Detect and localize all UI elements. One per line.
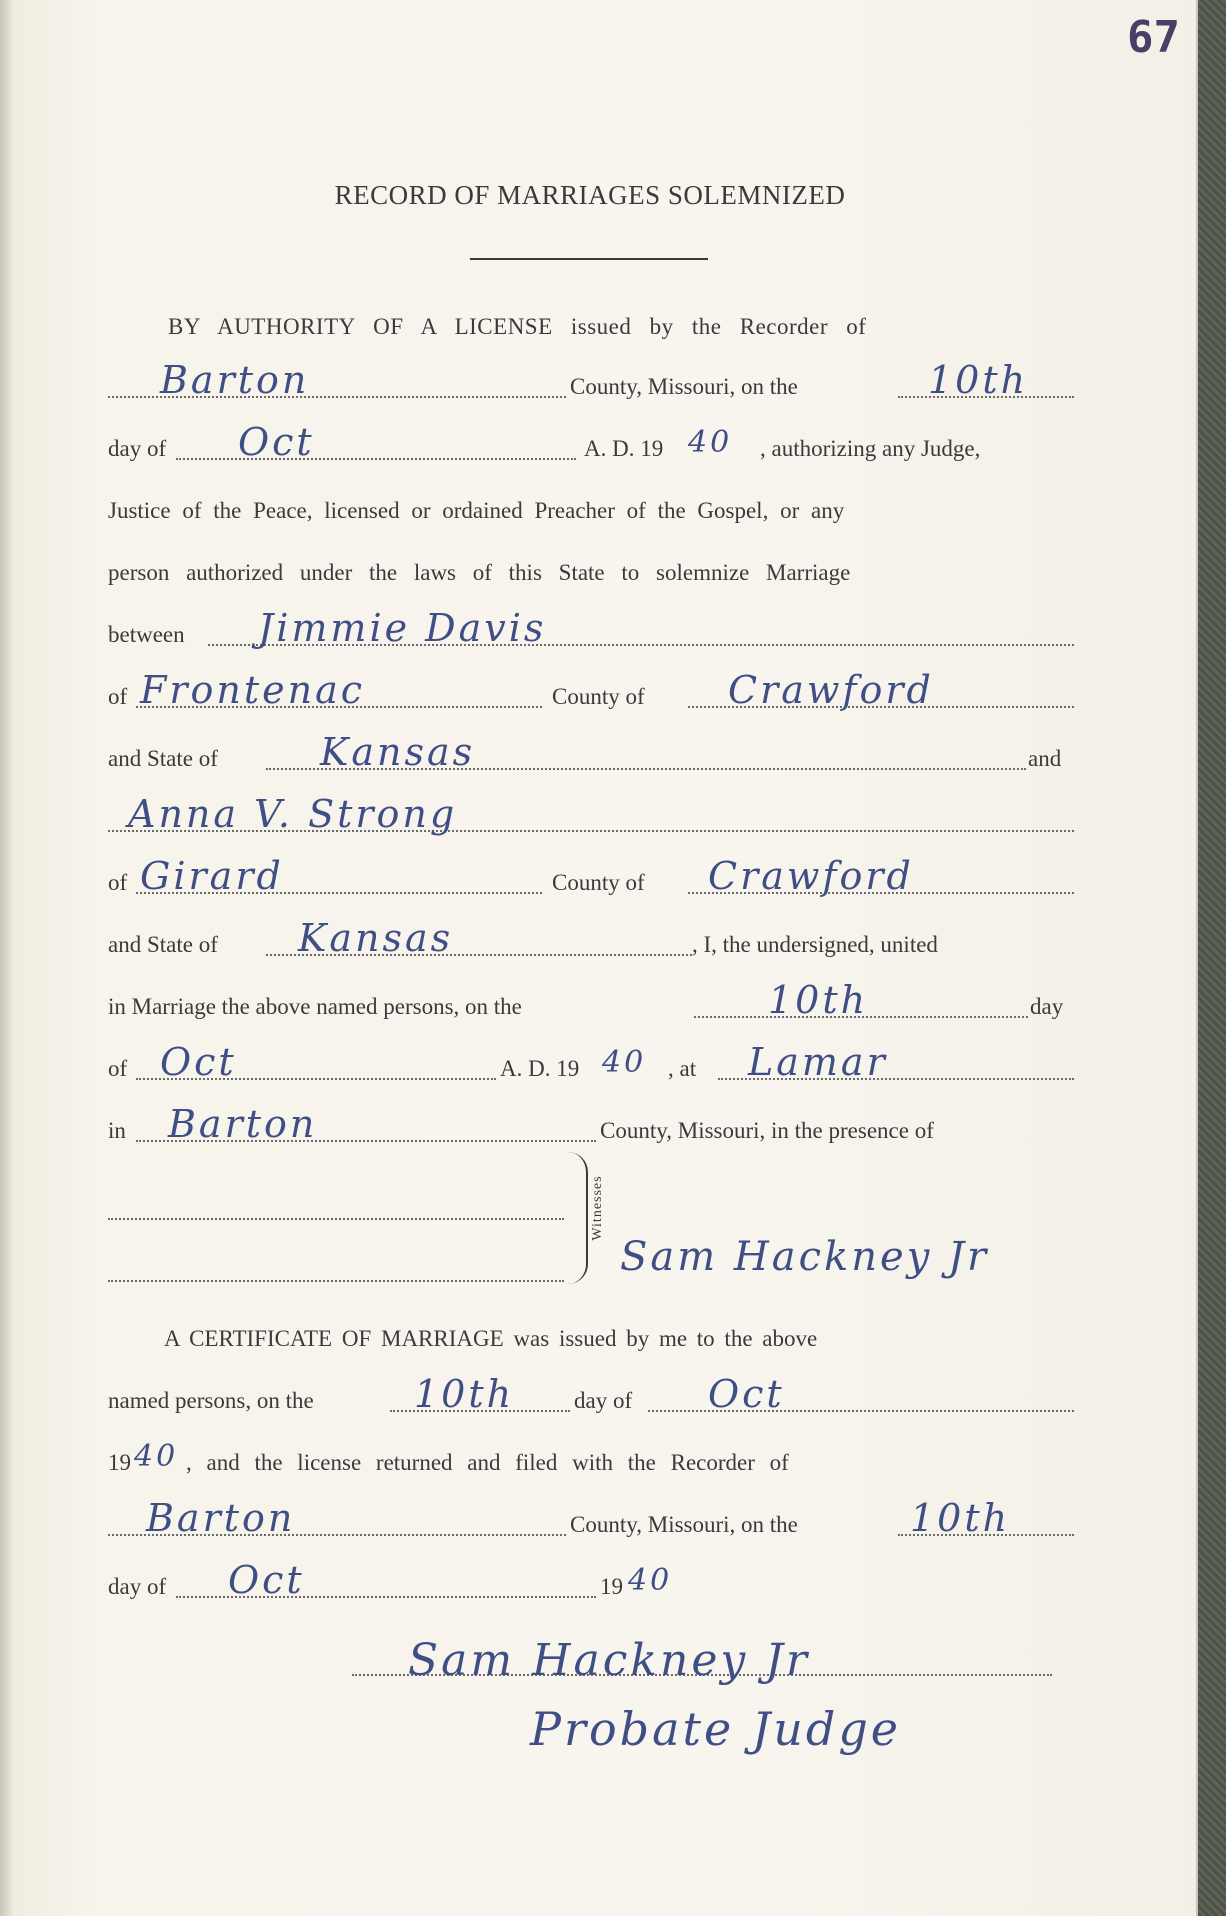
county-missouri-text: County, Missouri, on the	[570, 374, 798, 399]
and-text: and	[1028, 746, 1062, 771]
named-persons-text: named persons, on the	[108, 1388, 314, 1413]
groom-name-handwritten: Jimmie Davis	[258, 606, 547, 650]
of-text: of	[108, 1056, 128, 1081]
groom-state-handwritten: Kansas	[320, 730, 476, 774]
in-text: in	[108, 1118, 126, 1143]
day-of-text: day of	[108, 1574, 167, 1599]
witness-line-1	[108, 1218, 564, 1220]
line-groom-residence	[108, 666, 1074, 716]
filed-month-handwritten: Oct	[228, 1558, 305, 1602]
bride-county-handwritten: Crawford	[708, 854, 914, 898]
filed-county-handwritten: Barton	[146, 1496, 296, 1540]
cert-year-handwritten: 40	[134, 1439, 179, 1474]
county-of-text: County of	[552, 684, 645, 709]
line-marriage-day	[108, 976, 1074, 1026]
at-text: , at	[668, 1056, 697, 1081]
judge-title-row	[520, 1680, 1080, 1760]
license-day-handwritten: 10th	[928, 358, 1029, 402]
bride-state-handwritten: Kansas	[298, 916, 454, 960]
line-bride-state	[108, 914, 1074, 964]
license-county-handwritten: Barton	[160, 358, 310, 402]
line-marriage-county	[108, 1100, 1074, 1150]
page-left-edge	[0, 0, 14, 1916]
line-cert-date	[108, 1370, 1074, 1420]
title-divider	[470, 258, 708, 260]
line-bride	[108, 790, 1074, 840]
marriage-year-handwritten: 40	[602, 1045, 647, 1080]
witnesses-label: Witnesses	[590, 1175, 605, 1241]
in-marriage-text: in Marriage the above named persons, on the	[108, 994, 522, 1019]
filed-year-handwritten: 40	[628, 1563, 673, 1598]
line-recorder-county	[108, 356, 1074, 406]
line-certificate	[108, 1308, 1074, 1358]
witness-brace	[566, 1152, 588, 1284]
cert-day-handwritten: 10th	[414, 1372, 515, 1416]
line-marriage-date-place	[108, 1038, 1074, 1088]
filed-day-handwritten: 10th	[910, 1496, 1011, 1540]
line-filed-date	[108, 1556, 1074, 1606]
license-month-handwritten: Oct	[238, 420, 315, 464]
line-between	[108, 604, 1074, 654]
line-cert-year	[108, 1432, 1074, 1482]
between-text: between	[108, 622, 185, 647]
officiant-signature-row	[600, 1224, 1160, 1284]
county-of-text: County of	[552, 870, 645, 895]
line-filed-county	[108, 1494, 1074, 1544]
and-state-of-text: and State of	[108, 746, 218, 771]
license-returned-text: , and the license returned and filed with the Recorder of	[186, 1450, 789, 1475]
cert-month-handwritten: Oct	[708, 1372, 785, 1416]
marriage-month-handwritten: Oct	[160, 1040, 237, 1084]
authority-intro: BY AUTHORITY OF A LICENSE issued by the Recorder of	[168, 314, 867, 339]
presence-text: County, Missouri, in the presence of	[600, 1118, 934, 1143]
ad-text: A. D. 19	[584, 436, 664, 461]
officiant-signature: Sam Hackney Jr	[620, 1234, 990, 1280]
judge-title: Probate Judge	[530, 1702, 902, 1756]
judge-signature-row	[352, 1614, 1072, 1690]
justice-text: Justice of the Peace, licensed or ordained Preacher of the Gospel, or any	[108, 498, 845, 523]
marriage-day-handwritten: 10th	[768, 978, 869, 1022]
authorizing-text: , authorizing any Judge,	[760, 436, 981, 461]
marriage-place-handwritten: Lamar	[748, 1040, 888, 1084]
certificate-intro: A CERTIFICATE OF MARRIAGE was issued by me to the above	[164, 1326, 818, 1351]
person-authorized-text: person authorized under the laws of this State to solemnize Marriage	[108, 560, 851, 585]
document-title: RECORD OF MARRIAGES SOLEMNIZED	[334, 180, 846, 210]
and-state-of-text: and State of	[108, 932, 218, 957]
groom-county-handwritten: Crawford	[728, 668, 934, 712]
bride-town-handwritten: Girard	[140, 854, 284, 898]
day-text: day	[1030, 994, 1064, 1019]
year-prefix-text: 19	[600, 1574, 623, 1599]
witness-line-2	[108, 1280, 564, 1282]
day-of-text: day of	[574, 1388, 633, 1413]
line-license-date	[108, 418, 1074, 468]
day-of-text: day of	[108, 436, 167, 461]
marriage-county-handwritten: Barton	[168, 1102, 318, 1146]
line-bride-residence	[108, 852, 1074, 902]
fill-dots	[176, 458, 576, 460]
line-justice	[108, 480, 1074, 530]
undersigned-text: , I, the undersigned, united	[692, 932, 938, 957]
of-text: of	[108, 684, 128, 709]
line-groom-state	[108, 728, 1074, 778]
groom-town-handwritten: Frontenac	[140, 668, 366, 712]
ad-text: A. D. 19	[500, 1056, 580, 1081]
page-number: 67	[1127, 12, 1180, 63]
of-text: of	[108, 870, 128, 895]
line-person-authorized	[108, 542, 1074, 592]
year-prefix-text: 19	[108, 1450, 131, 1475]
line-authority	[108, 296, 1074, 346]
bride-name-handwritten: Anna V. Strong	[128, 792, 458, 836]
judge-signature: Sam Hackney Jr	[408, 1635, 810, 1686]
license-year-handwritten: 40	[688, 425, 733, 460]
county-missouri-text: County, Missouri, on the	[570, 1512, 798, 1537]
book-binding	[1196, 0, 1226, 1916]
